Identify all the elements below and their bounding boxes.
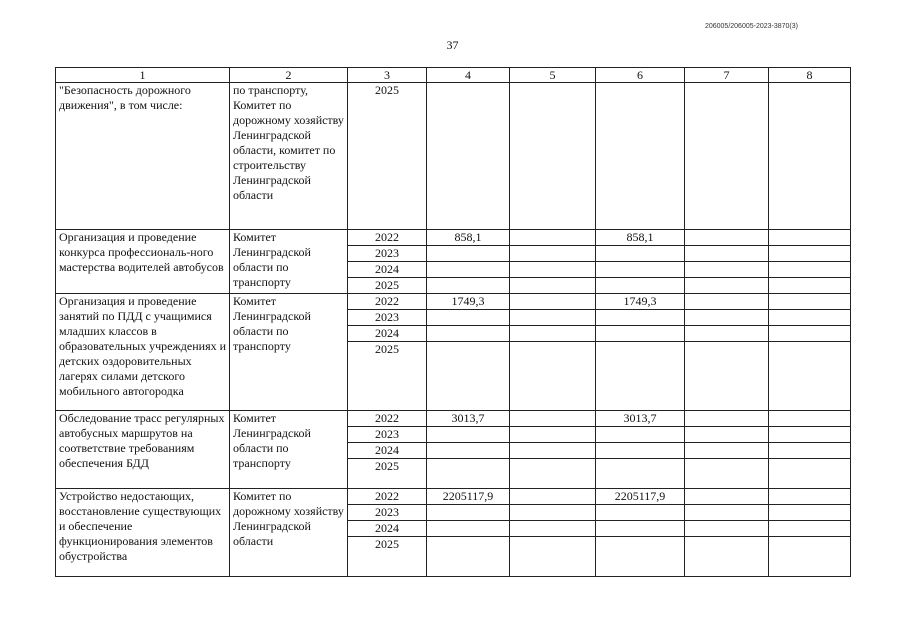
page-number: 37 <box>446 38 459 52</box>
value-cell <box>685 83 769 230</box>
year-cell: 2023 <box>348 505 427 521</box>
year-cell: 2024 <box>348 326 427 342</box>
year-cell: 2023 <box>348 427 427 443</box>
col-header: 5 <box>510 68 596 83</box>
year-cell: 2024 <box>348 521 427 537</box>
table-row <box>56 489 851 505</box>
executor: Комитет Ленинградской области по транспорту <box>230 294 348 411</box>
regional-value: 858,1 <box>596 230 685 246</box>
value-cell <box>685 294 769 310</box>
value-cell <box>769 294 851 310</box>
total-value: 858,1 <box>427 230 510 246</box>
total-value: 1749,3 <box>427 294 510 310</box>
executor: по транспорту, Комитет по дорожному хозяйству Ленинградской области, комитет по строительству Ленинградской области <box>230 83 348 230</box>
value-cell <box>510 294 596 310</box>
value-cell <box>510 489 596 505</box>
executor: Комитет Ленинградской области по транспорту <box>230 411 348 489</box>
table-row <box>56 83 851 230</box>
year-cell: 2025 <box>348 537 427 577</box>
year-cell: 2023 <box>348 310 427 326</box>
col-header: 2 <box>230 68 348 83</box>
value-cell <box>769 411 851 427</box>
table-row <box>56 294 851 310</box>
year-cell: 2023 <box>348 246 427 262</box>
col-header: 7 <box>685 68 769 83</box>
value-cell <box>427 83 510 230</box>
table-row <box>56 411 851 427</box>
value-cell <box>685 411 769 427</box>
value-cell <box>510 83 596 230</box>
col-header: 6 <box>596 68 685 83</box>
col-header: 8 <box>769 68 851 83</box>
total-value: 3013,7 <box>427 411 510 427</box>
value-cell <box>769 83 851 230</box>
table-row <box>56 230 851 246</box>
value-cell <box>769 489 851 505</box>
program-table <box>55 67 851 577</box>
value-cell <box>596 83 685 230</box>
regional-value: 3013,7 <box>596 411 685 427</box>
value-cell <box>510 411 596 427</box>
measure-name: Организация и проведение конкурса профессиональ-ного мастерства водителей автобусов <box>56 230 230 294</box>
year-cell: 2022 <box>348 294 427 310</box>
year-cell: 2022 <box>348 489 427 505</box>
executor: Комитет по дорожному хозяйству Ленинградской области <box>230 489 348 577</box>
measure-name: Устройство недостающих, восстановление существующих и обеспечение функционирования элементов обустройства <box>56 489 230 577</box>
year-cell: 2025 <box>348 342 427 411</box>
year-cell: 2022 <box>348 411 427 427</box>
column-number-row <box>56 68 851 83</box>
col-header: 3 <box>348 68 427 83</box>
value-cell <box>769 230 851 246</box>
regional-value: 2205117,9 <box>596 489 685 505</box>
year-cell: 2024 <box>348 443 427 459</box>
year-cell: 2022 <box>348 230 427 246</box>
col-header: 4 <box>427 68 510 83</box>
value-cell <box>685 230 769 246</box>
col-header: 1 <box>56 68 230 83</box>
regional-value: 1749,3 <box>596 294 685 310</box>
measure-name: Обследование трасс регулярных автобусных маршрутов на соответствие требованиям обеспечения БДД <box>56 411 230 489</box>
year-cell: 2024 <box>348 262 427 278</box>
executor: Комитет Ленинградской области по транспорту <box>230 230 348 294</box>
year-cell: 2025 <box>348 459 427 489</box>
document-id: 206005/206005-2023-3870(3) <box>704 23 798 30</box>
total-value: 2205117,9 <box>427 489 510 505</box>
value-cell <box>685 489 769 505</box>
year-cell: 2025 <box>348 278 427 294</box>
year-cell: 2025 <box>348 83 427 230</box>
measure-name: Организация и проведение занятий по ПДД с учащимися младших классов в образовательных учреждениях и детских оздоровительных лагерях силами детского мобильного автогородка <box>56 294 230 411</box>
measure-name: "Безопасность дорожного движения", в том числе: <box>56 83 230 230</box>
value-cell <box>510 230 596 246</box>
